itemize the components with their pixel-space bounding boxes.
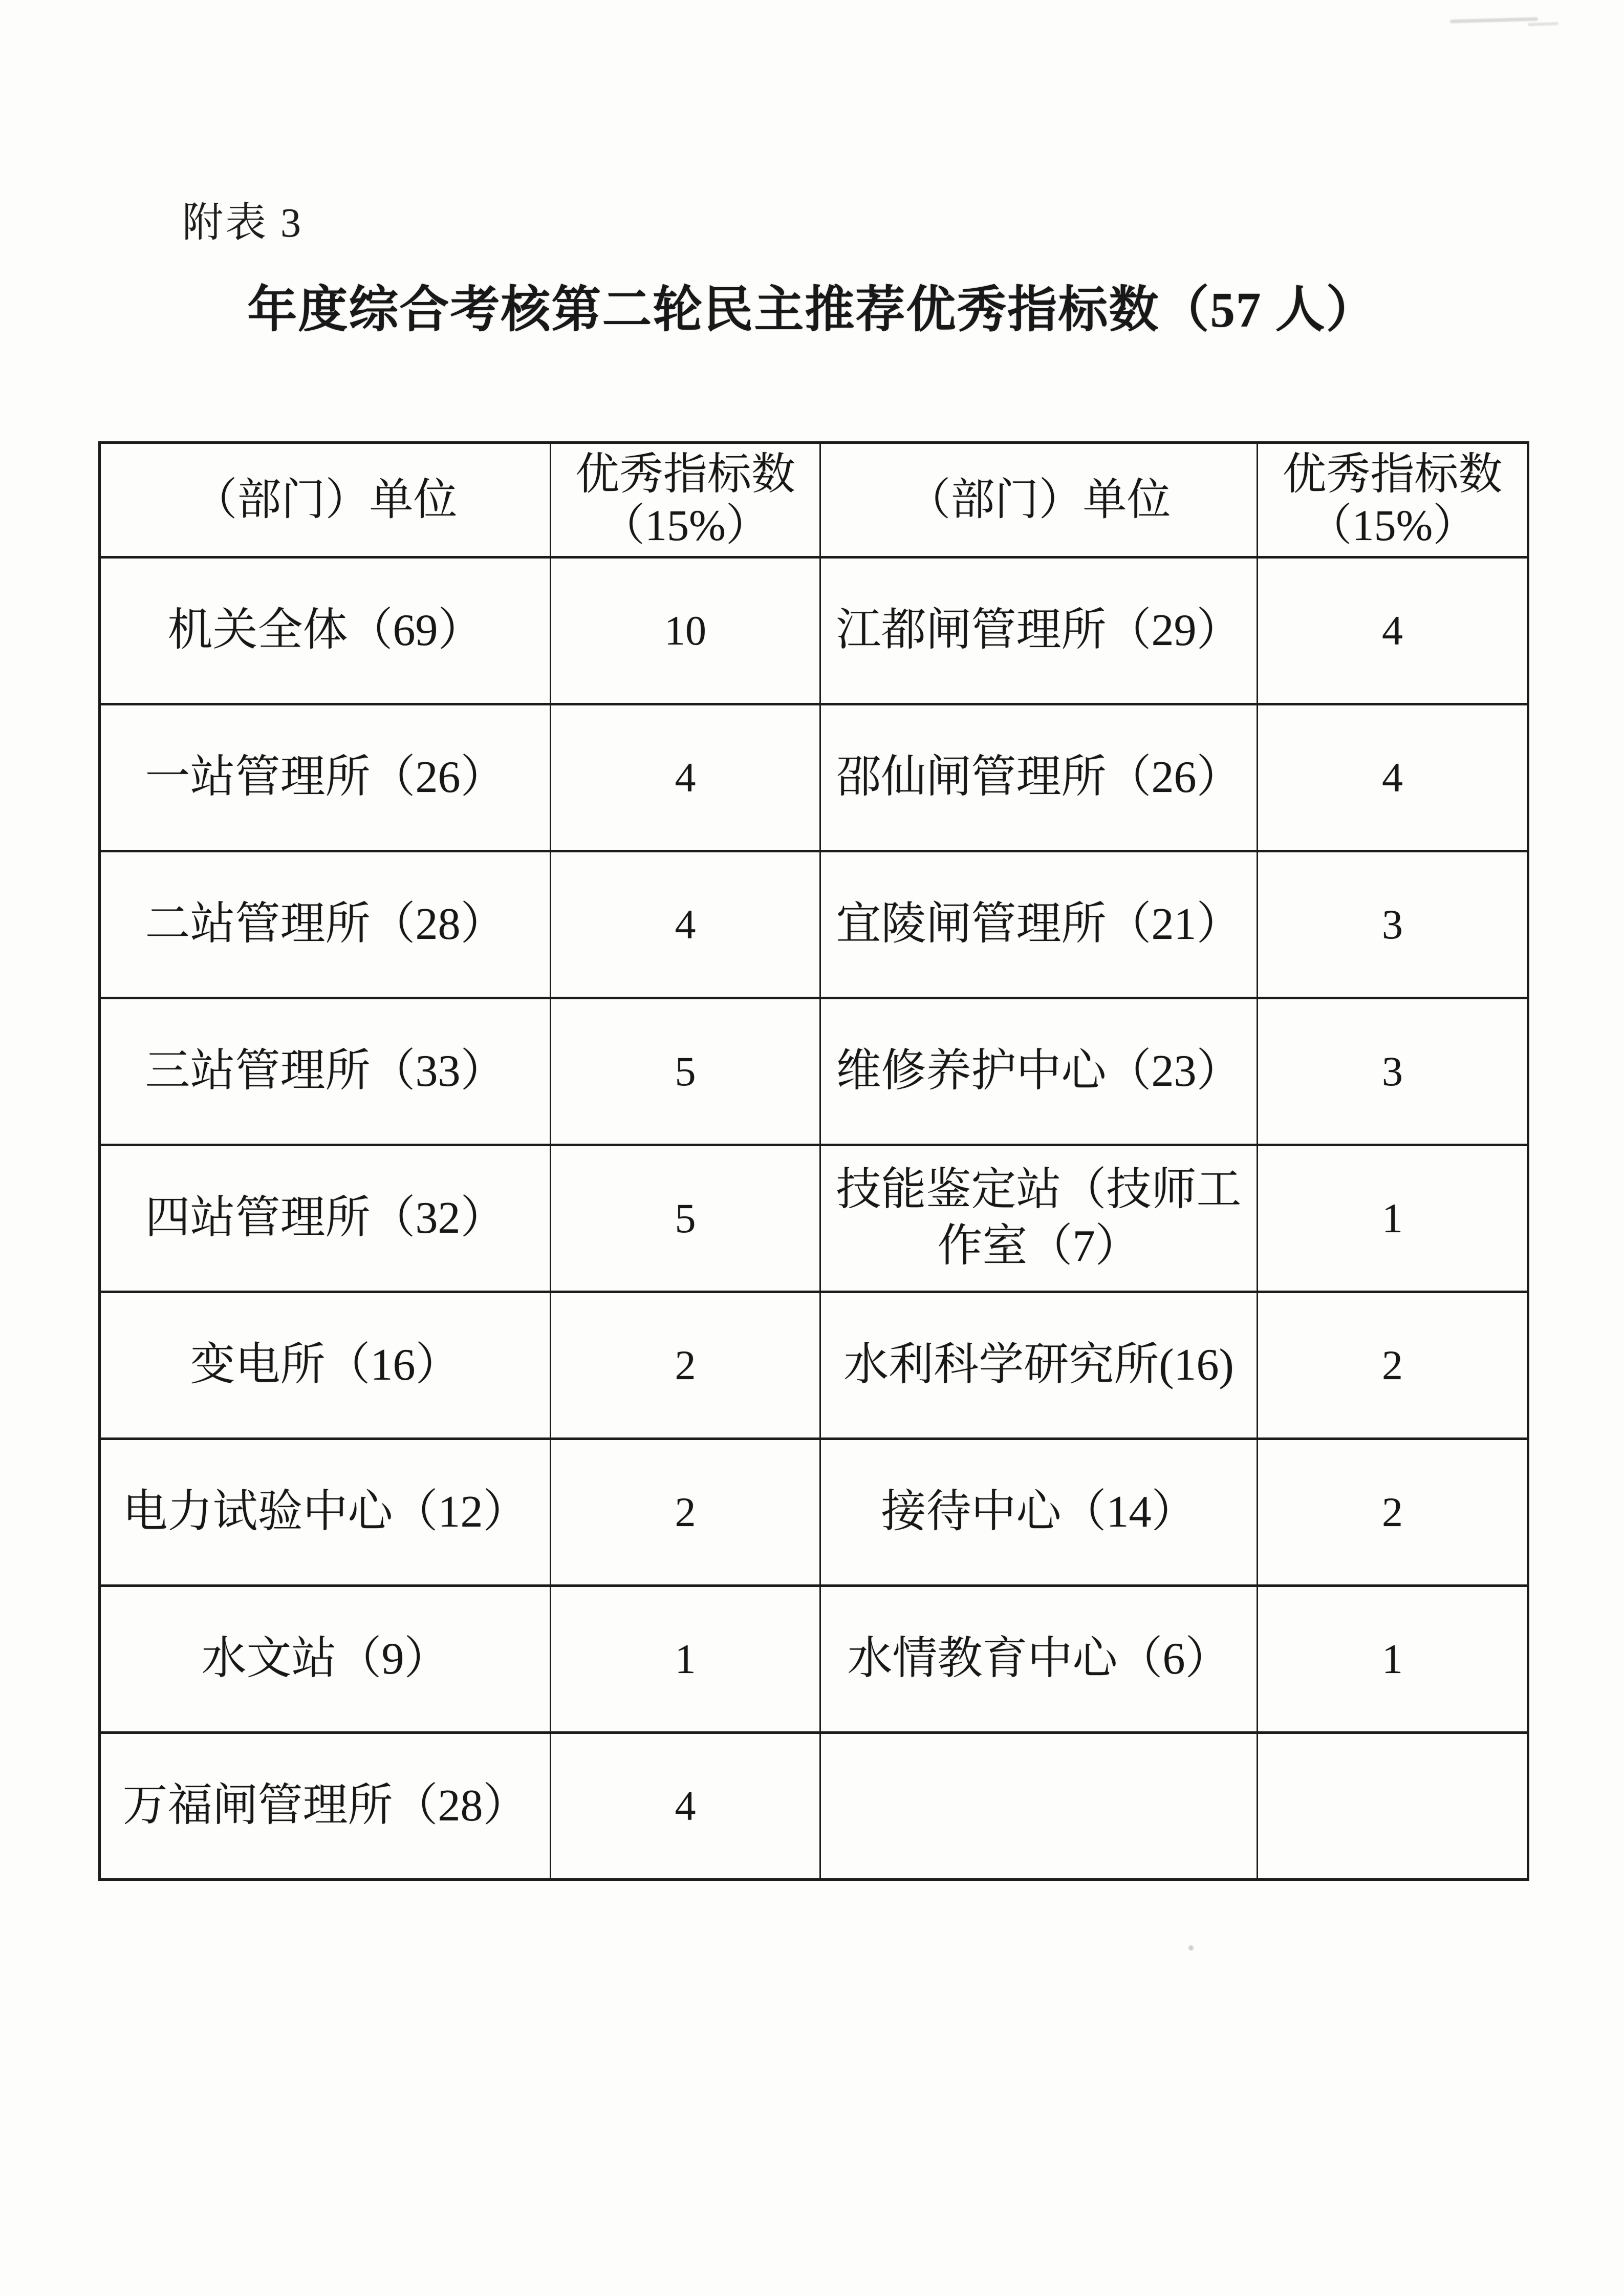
unit-text: 水利科学研究所(16) xyxy=(843,1340,1234,1390)
quota-cell xyxy=(1258,1439,1528,1586)
table-row xyxy=(100,1292,1528,1439)
quota-value: 2 xyxy=(1382,1488,1403,1535)
quota-value: 4 xyxy=(675,754,696,801)
table-row xyxy=(100,704,1528,851)
table-row xyxy=(100,1145,1528,1292)
quota-cell xyxy=(1258,998,1528,1145)
header-unit-left-label: （部门）单位 xyxy=(193,475,458,524)
unit-text: 维修养护中心（23） xyxy=(836,1046,1242,1096)
quota-value: 2 xyxy=(675,1488,696,1535)
unit-text: 接待中心（14） xyxy=(881,1487,1197,1537)
unit-text: 江都闸管理所（29） xyxy=(836,606,1242,655)
quota-value: 1 xyxy=(675,1635,696,1682)
unit-cell xyxy=(820,1145,1258,1292)
unit-cell xyxy=(820,998,1258,1145)
header-unit-left xyxy=(100,443,551,557)
quota-cell xyxy=(1258,851,1528,998)
table-header-row xyxy=(100,443,1528,557)
unit-text: 二站管理所（28） xyxy=(145,899,506,949)
quota-value: 4 xyxy=(1382,607,1403,654)
scan-artifact-streak xyxy=(1528,22,1558,26)
quota-value: 10 xyxy=(664,607,706,654)
table-row xyxy=(100,1439,1528,1586)
quota-value: 4 xyxy=(675,1782,696,1829)
unit-text: 宜陵闸管理所（21） xyxy=(836,899,1242,949)
quota-cell xyxy=(551,1586,820,1733)
quota-value: 2 xyxy=(675,1341,696,1388)
unit-cell xyxy=(820,851,1258,998)
quota-cell xyxy=(551,1733,820,1880)
quota-cell xyxy=(551,1439,820,1586)
unit-text: 水文站（9） xyxy=(201,1634,449,1684)
unit-cell xyxy=(100,998,551,1145)
unit-cell xyxy=(100,851,551,998)
unit-text: 变电所（16） xyxy=(190,1340,461,1390)
quota-cell xyxy=(551,998,820,1145)
unit-cell xyxy=(820,1733,1258,1880)
unit-cell xyxy=(100,1586,551,1733)
unit-cell xyxy=(820,1586,1258,1733)
header-unit-right xyxy=(820,443,1258,557)
page-title: 年度综合考核第二轮民主推荐优秀指标数（57 人） xyxy=(247,283,1377,337)
unit-text: 水情教育中心（6） xyxy=(847,1634,1230,1684)
quota-value: 4 xyxy=(1382,754,1403,801)
unit-cell xyxy=(100,1733,551,1880)
quota-value: 3 xyxy=(1382,1047,1403,1095)
unit-text: 三站管理所（33） xyxy=(145,1046,506,1096)
quota-cell xyxy=(551,704,820,851)
unit-text: 万福闸管理所（28） xyxy=(122,1781,528,1831)
attachment-label: 附表 3 xyxy=(182,201,303,246)
table-row xyxy=(100,1733,1528,1880)
quota-cell xyxy=(551,557,820,704)
unit-cell xyxy=(820,704,1258,851)
quota-value: 2 xyxy=(1382,1341,1403,1388)
header-unit-right-label: （部门）单位 xyxy=(906,475,1171,524)
quota-cell xyxy=(551,1292,820,1439)
quota-cell xyxy=(1258,1145,1528,1292)
quota-cell xyxy=(551,1145,820,1292)
header-quota-left-line2: （15%） xyxy=(601,500,770,550)
quota-cell xyxy=(1258,1292,1528,1439)
quota-value: 5 xyxy=(675,1047,696,1095)
quota-cell xyxy=(1258,557,1528,704)
unit-text: 技能鉴定站（技师工作室（7） xyxy=(836,1165,1242,1271)
quota-value: 1 xyxy=(1382,1635,1403,1682)
quota-table xyxy=(98,441,1529,1881)
unit-cell xyxy=(100,1439,551,1586)
table-row xyxy=(100,1586,1528,1733)
quota-value: 3 xyxy=(1382,900,1403,948)
unit-text: 电力试验中心（12） xyxy=(122,1487,528,1537)
quota-cell xyxy=(551,851,820,998)
quota-cell xyxy=(1258,1733,1528,1880)
unit-cell xyxy=(820,1292,1258,1439)
unit-text: 一站管理所（26） xyxy=(145,753,506,802)
scan-artifact-dot xyxy=(1188,1945,1194,1950)
unit-text: 四站管理所（32） xyxy=(145,1193,506,1243)
header-quota-right-line1: 优秀指标数 xyxy=(1282,449,1503,499)
unit-cell xyxy=(100,704,551,851)
header-quota-right-line2: （15%） xyxy=(1308,500,1477,550)
unit-cell xyxy=(820,1439,1258,1586)
table-row xyxy=(100,998,1528,1145)
unit-cell xyxy=(100,1145,551,1292)
header-quota-left-line1: 优秀指标数 xyxy=(575,449,795,499)
quota-cell xyxy=(1258,704,1528,851)
quota-cell xyxy=(1258,1586,1528,1733)
table-row xyxy=(100,851,1528,998)
quota-value: 1 xyxy=(1382,1194,1403,1241)
unit-cell xyxy=(100,1292,551,1439)
quota-value: 4 xyxy=(675,900,696,948)
unit-text: 机关全体（69） xyxy=(167,606,483,655)
scan-artifact-streak xyxy=(1450,17,1538,24)
unit-text: 邵仙闸管理所（26） xyxy=(836,753,1242,802)
unit-cell xyxy=(820,557,1258,704)
header-quota-left xyxy=(551,443,820,557)
header-quota-right xyxy=(1258,443,1528,557)
quota-value: 5 xyxy=(675,1194,696,1241)
table-row xyxy=(100,557,1528,704)
unit-cell xyxy=(100,557,551,704)
